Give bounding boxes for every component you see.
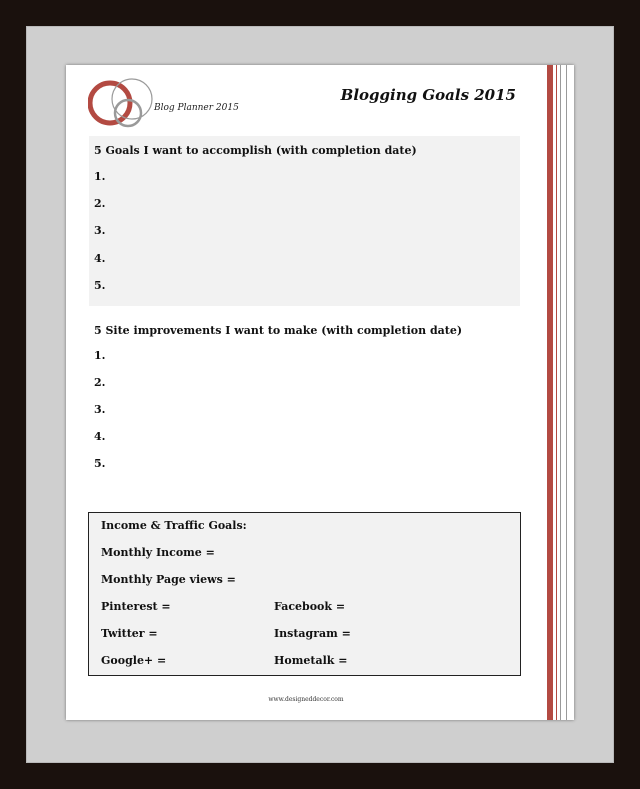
improvement-item-4: 4. bbox=[94, 430, 106, 443]
logo-label: Blog Planner 2015 bbox=[154, 103, 239, 113]
improvement-item-2: 2. bbox=[94, 376, 106, 389]
gray-stripe-2 bbox=[566, 65, 567, 720]
goal-item-4: 4. bbox=[94, 252, 106, 265]
hometalk-label: Hometalk = bbox=[274, 654, 348, 667]
facebook-label: Facebook = bbox=[274, 600, 346, 613]
page-title: Blogging Goals 2015 bbox=[340, 86, 516, 104]
income-heading: Income & Traffic Goals: bbox=[101, 519, 247, 532]
site-improvements-section bbox=[89, 316, 520, 476]
instagram-label: Instagram = bbox=[274, 627, 351, 640]
goal-item-2: 2. bbox=[94, 197, 106, 210]
pinterest-label: Pinterest = bbox=[101, 600, 171, 613]
improvement-item-3: 3. bbox=[94, 403, 106, 416]
improvement-item-5: 5. bbox=[94, 457, 106, 470]
monthly-income-label: Monthly Income = bbox=[101, 546, 215, 559]
footer-url: www.designeddecor.com bbox=[268, 696, 344, 703]
circles-logo-icon bbox=[88, 73, 163, 133]
twitter-label: Twitter = bbox=[101, 627, 158, 640]
site-improvements-heading: 5 Site improvements I want to make (with completion date) bbox=[94, 324, 463, 337]
planner-page bbox=[66, 65, 574, 720]
goal-item-3: 3. bbox=[94, 224, 106, 237]
income-traffic-box bbox=[88, 512, 521, 676]
red-stripe-thick bbox=[547, 65, 553, 720]
goal-item-1: 1. bbox=[94, 170, 106, 183]
red-stripe-thin bbox=[556, 65, 557, 720]
gray-stripe-1 bbox=[560, 65, 561, 720]
monthly-pageviews-label: Monthly Page views = bbox=[101, 573, 236, 586]
improvement-item-1: 1. bbox=[94, 349, 106, 362]
goals-section bbox=[89, 136, 520, 306]
googleplus-label: Google+ = bbox=[101, 654, 167, 667]
goals-heading: 5 Goals I want to accomplish (with completion date) bbox=[94, 144, 417, 157]
goal-item-5: 5. bbox=[94, 279, 106, 292]
